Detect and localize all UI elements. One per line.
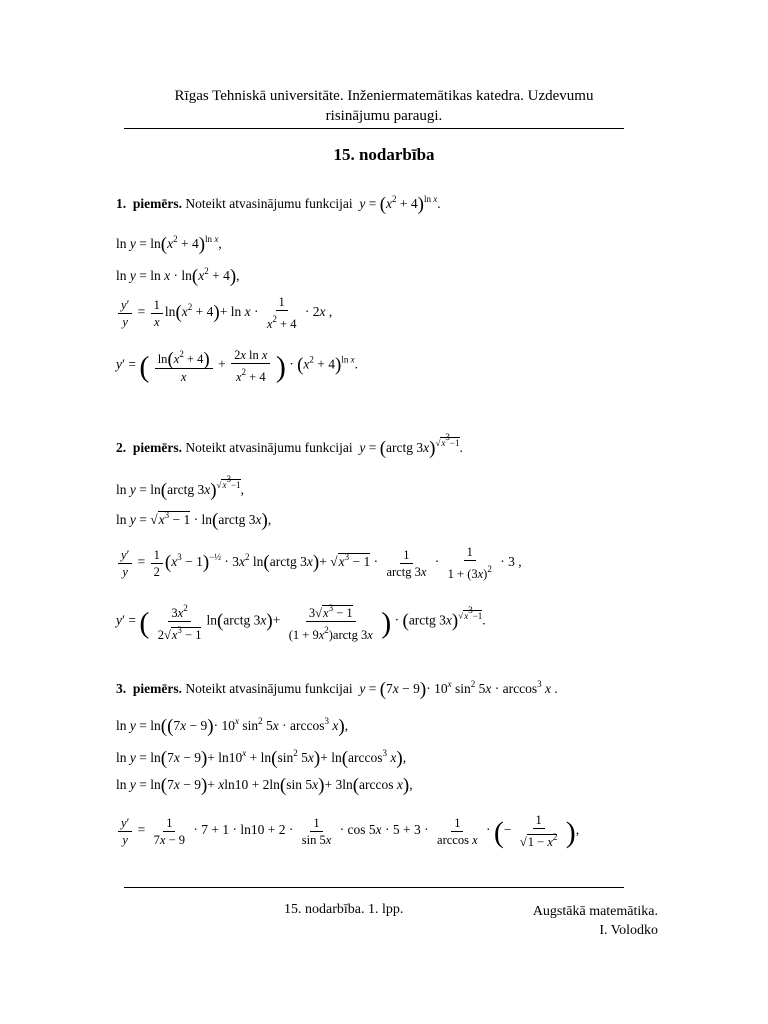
example-2-function: y = (arctg 3x)$^{√x^3-1}$.	[359, 432, 463, 459]
example-1-label: piemērs.	[132, 196, 182, 211]
footer-course-info	[498, 902, 658, 940]
example-3-number: 3.	[116, 681, 127, 696]
example-1-step-4: y′ = ( $\frac{\ln(x^2 + 4)}{x}$ + $\frac{\text{2x ln x}}{x^2 + 4}$ ) · $(x^2 + 4)^{ln x}$.	[116, 347, 358, 384]
example-3-step-4: $\frac{y'}{y}$ = $\frac{1}{7x - 9}$ · 7 + 1 · ln10 + 2 · $\frac{1}{\sin 5x}$ · cos 5x · 5 + 3 · $\frac{1}{\text{arccos x}}$ · (− $\frac{1}{√1 - x^2}$ ),	[116, 812, 579, 850]
example-1-heading	[116, 190, 441, 214]
example-1-step-3: $\frac{y'}{y}$ = $\frac{1}{x}$ $\ln(x^2 + 4)+ \ln x$ · $\frac{1}{x^2 + 4}$ · 2x ,	[116, 294, 332, 332]
footer-course-title: Augstākā matemātika.	[532, 904, 658, 919]
example-3-text: Noteikt atvasinājumu funkcijai	[185, 681, 353, 696]
example-1-function: $y = (x^2 + 4)^{ln x}$.	[359, 194, 441, 215]
example-3-step-1: $\ln y = \ln((7x - 9)\cdot 10^x$ $\sin^2 5x \cdot \arccos^3 x$),	[116, 716, 349, 737]
example-3-step-2: $\ln y = \ln(7x - 9)+ \ln 10^x + \ln(\sin^2$ $5x)+ \ln(\arccos^3$ x),	[116, 748, 407, 769]
example-1-number: 1.	[116, 196, 127, 211]
page-header	[124, 86, 644, 126]
footer-page-info: 15. nodarbība. 1. lpp.	[284, 902, 404, 917]
example-3-function: $y = (7x - 9)\cdot 10^x$ $\sin^2 5x \cdot \arccos^3 x$ .	[359, 679, 558, 700]
example-1-text: Noteikt atvasinājumu funkcijai	[185, 196, 353, 211]
example-2-label: piemērs.	[132, 440, 182, 455]
example-2-heading	[116, 428, 463, 458]
example-2-step-2: $\ln y = √x^3 - 1$ · ln(arctg 3x),	[116, 510, 272, 531]
footer-author: I. Volodko	[599, 923, 658, 938]
page-title: 15. nodarbība	[333, 145, 435, 164]
example-2-step-4: y′ = ( $\frac{3x^2}{2√x^3 - 1}$ ln(arctg 3x)+ $\frac{3√x^3 - 1}{(1 + 9x^2)arctg 3x}$ ) · (arctg 3x)$^{√x^3-1}$.	[116, 600, 486, 643]
footer-rule	[124, 887, 624, 888]
example-2-step-1: ln y = ln(arctg 3x)$^{√x^3-1}$,	[116, 474, 244, 501]
example-3-step-3: ln y = ln(7x − 9)+ xln10 + 2ln(sin 5x)+ 3ln(arccos x),	[116, 775, 413, 796]
example-2-number: 2.	[116, 440, 127, 455]
example-2-step-3: $\frac{y'}{y}$ = $\frac{1}{2}$ $(x^3 - 1)^{-\frac{1}{2}} \cdot 3x^2$ ln(arctg $3x)+ √x^3 - 1$ · $\frac{1}{\text{arctg 3x}}$ · $\frac{1}{1 + (3x)^2}$ · 3 ,	[116, 544, 522, 582]
example-1-step-2: $\ln y = \ln x \cdot \ln(x^2 + 4)$,	[116, 266, 240, 287]
example-3-heading	[116, 675, 558, 699]
header-line-2: risinājumu paraugi.	[325, 108, 443, 124]
example-2-text: Noteikt atvasinājumu funkcijai	[185, 440, 353, 455]
header-line-1: Rīgas Tehniskā universitāte. Inženiermatemātikas katedra. Uzdevumu	[174, 88, 594, 104]
example-3-label: piemērs.	[132, 681, 182, 696]
header-rule	[124, 128, 624, 129]
example-1-step-1: $\ln y = \ln(x^2 + 4)^{ln x}$,	[116, 234, 222, 255]
